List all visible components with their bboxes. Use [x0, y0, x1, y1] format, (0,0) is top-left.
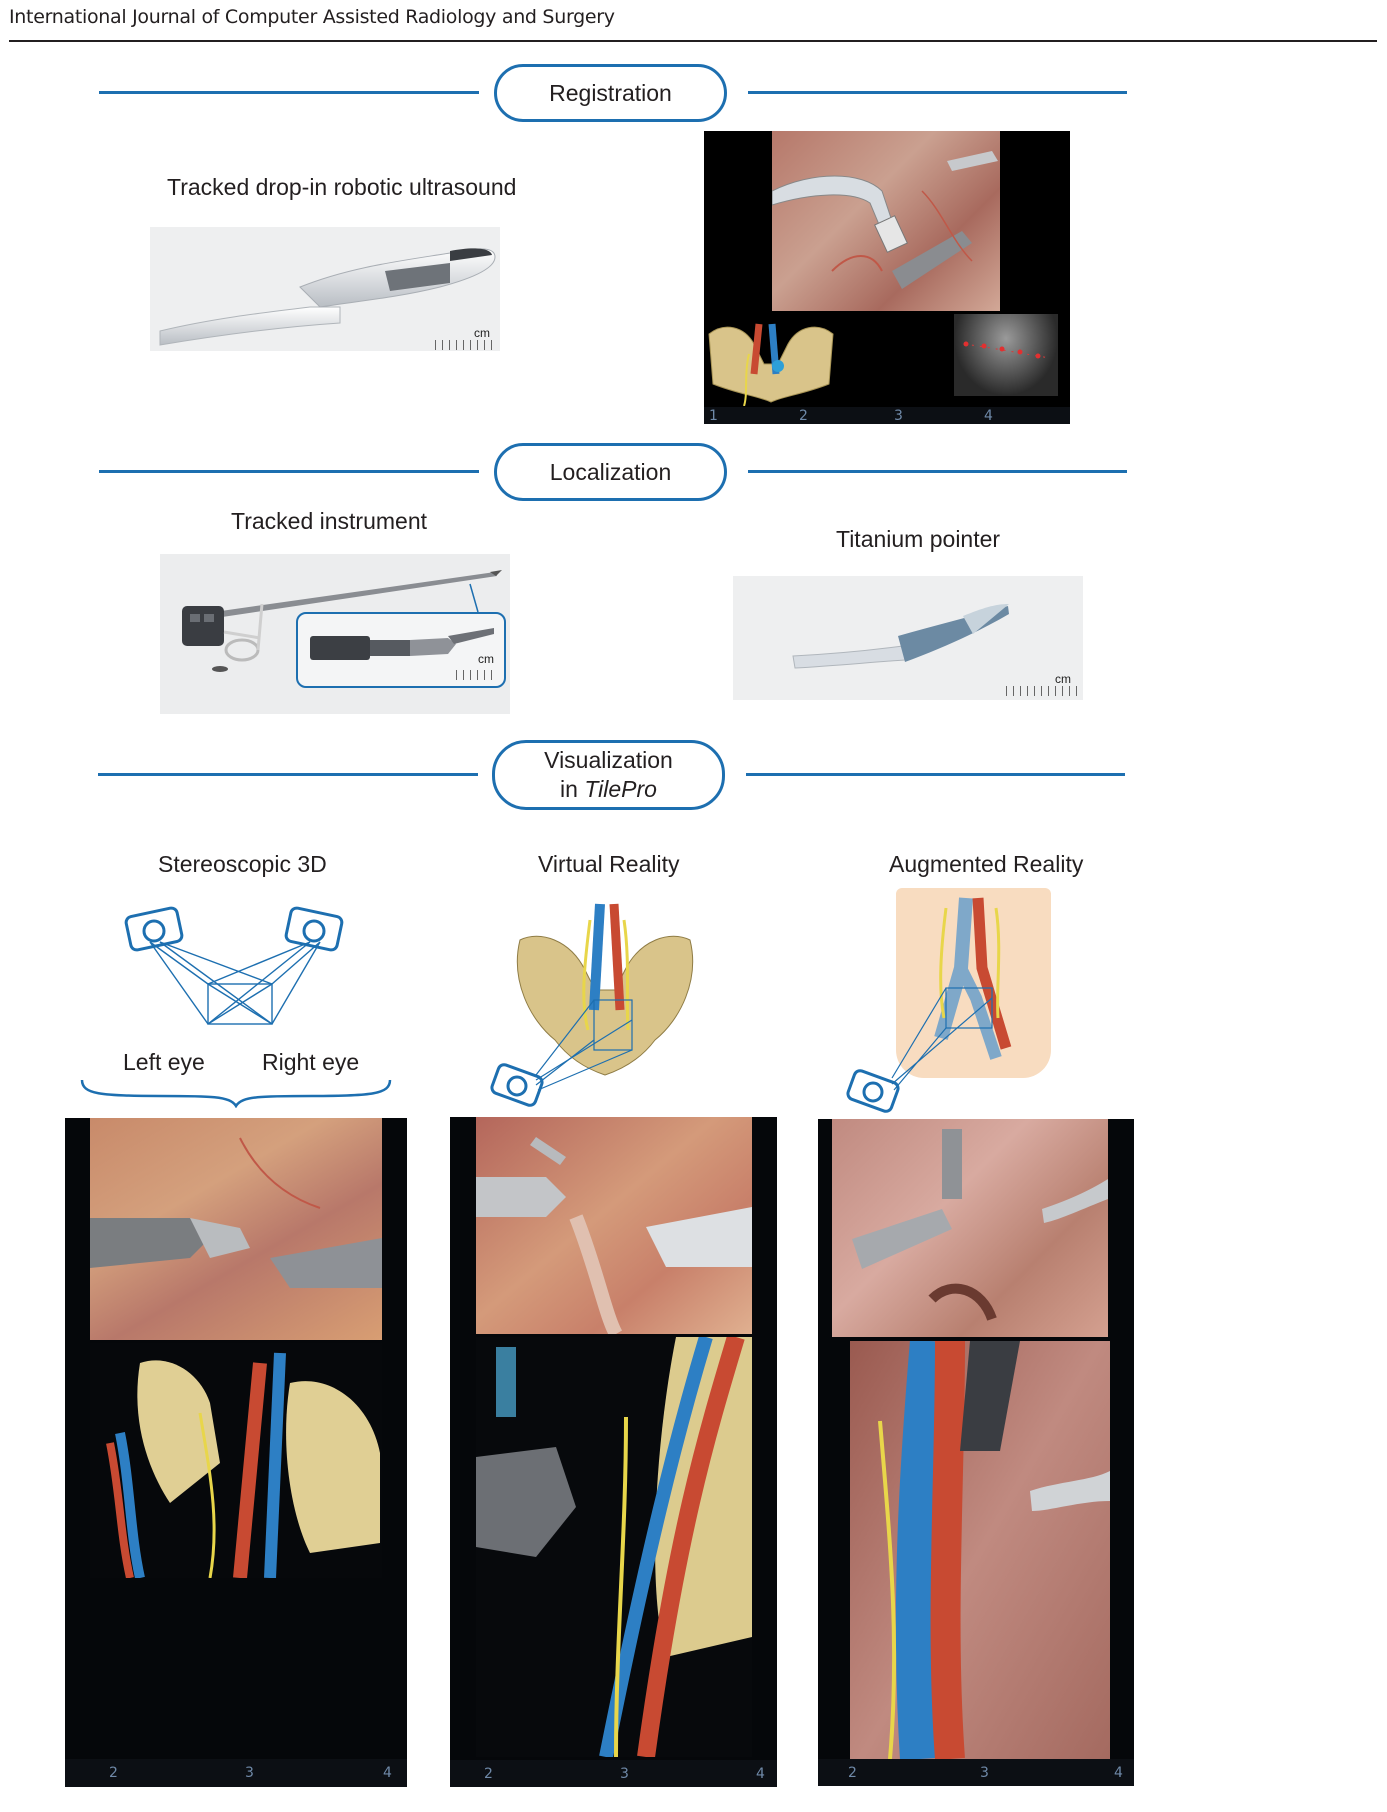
- ar-tile-3: 3: [980, 1765, 989, 1781]
- instrument-zoom-inset: [296, 612, 506, 688]
- left-eye-label: Left eye: [123, 1049, 205, 1075]
- console-tile-2: 2: [799, 408, 808, 424]
- registration-ultrasound-tile: [954, 314, 1058, 396]
- ultrasound-points: [954, 314, 1058, 396]
- stereoscopic-label: Stereoscopic 3D: [158, 851, 327, 877]
- vr-endoscope-instruments: [476, 1117, 752, 1334]
- ar-console-screenshot: [818, 1119, 1134, 1786]
- ultrasound-unit: cm: [474, 326, 490, 340]
- titanium-pointer-label: Titanium pointer: [836, 526, 1001, 552]
- endoscope-instruments: [772, 131, 1000, 311]
- registration-3d-model-tile: [704, 314, 838, 406]
- stereo-tile-4: 4: [383, 1765, 392, 1781]
- registration-heading: Registration: [494, 64, 727, 122]
- vr-endoscope-view: [476, 1117, 752, 1334]
- ultrasound-label: Tracked drop-in robotic ultrasound: [167, 174, 517, 200]
- vr-tilebar: [450, 1760, 777, 1787]
- console-tile-3: 3: [894, 408, 903, 424]
- virtual-reality-label: Virtual Reality: [538, 851, 680, 877]
- right-eye-label: Right eye: [262, 1049, 360, 1075]
- localization-line-left: [99, 470, 479, 473]
- stereo-tile-3: 3: [245, 1765, 254, 1781]
- stereo-3d-model: [90, 1343, 382, 1578]
- tracked-instrument-photo: [160, 554, 510, 714]
- header-rule: [9, 40, 1377, 42]
- stereo-endoscope-view: [90, 1118, 382, 1340]
- stereo-endoscope-instruments: [90, 1118, 382, 1340]
- ar-endoscope-instruments: [832, 1119, 1108, 1337]
- stereo-camera-diagram: [120, 900, 360, 1030]
- stereo-tile-2: 2: [109, 1765, 118, 1781]
- ultrasound-scale: [435, 340, 495, 350]
- ar-tilebar: [818, 1759, 1134, 1786]
- stereo-console-screenshot: [65, 1118, 407, 1787]
- vr-tile-4: 4: [756, 1766, 765, 1782]
- titanium-pointer-drawing: [733, 576, 1083, 700]
- pointer-scale: [1006, 686, 1080, 696]
- registration-endoscope-view: [772, 131, 1000, 311]
- visualization-line-left: [98, 773, 478, 776]
- vr-tile-3: 3: [620, 1766, 629, 1782]
- registration-line-left: [99, 91, 479, 94]
- localization-line-right: [748, 470, 1127, 473]
- visualization-heading-prefix: in: [560, 776, 585, 802]
- ar-tile-2: 2: [848, 1765, 857, 1781]
- augmented-reality-label: Augmented Reality: [889, 851, 1084, 877]
- localization-heading: Localization: [494, 443, 727, 501]
- console-tile-4: 4: [984, 408, 993, 424]
- ar-tile-4: 4: [1114, 1765, 1123, 1781]
- tracked-instrument-label: Tracked instrument: [231, 508, 427, 534]
- journal-title: International Journal of Computer Assisted Radiology and Surgery: [9, 6, 615, 28]
- vr-3d-model: [476, 1337, 752, 1757]
- registration-console-tilebar: [704, 407, 1070, 424]
- visualization-heading-line1: Visualization: [544, 747, 673, 773]
- titanium-pointer-photo: [733, 576, 1083, 700]
- ar-vessel-model: [846, 888, 1066, 1118]
- ar-overlay-view: [850, 1341, 1110, 1759]
- stereo-3d-model-view: [90, 1343, 382, 1578]
- visualization-heading-line2: [560, 775, 657, 804]
- registration-console-screenshot: [704, 131, 1070, 424]
- ar-overlay-model: [850, 1341, 1110, 1759]
- ar-endoscope-view: [832, 1119, 1108, 1337]
- ultrasound-probe-photo: [150, 227, 500, 351]
- stereo-tilebar: [65, 1759, 407, 1787]
- instrument-scale: [456, 670, 496, 680]
- vr-tile-2: 2: [484, 1766, 493, 1782]
- pelvis-model: [704, 314, 838, 406]
- vr-console-screenshot: [450, 1117, 777, 1787]
- visualization-heading: [492, 740, 725, 810]
- visualization-line-right: [746, 773, 1125, 776]
- registration-line-right: [748, 91, 1127, 94]
- visualization-heading-tilepro: TilePro: [584, 776, 657, 802]
- pointer-unit: cm: [1055, 672, 1071, 686]
- vr-pelvis-model: [490, 900, 710, 1112]
- stereo-brace: [80, 1078, 392, 1108]
- vr-3d-model-view: [476, 1337, 752, 1757]
- instrument-unit: cm: [478, 652, 494, 666]
- console-tile-1: 1: [709, 408, 718, 424]
- ultrasound-probe-drawing: [150, 227, 500, 351]
